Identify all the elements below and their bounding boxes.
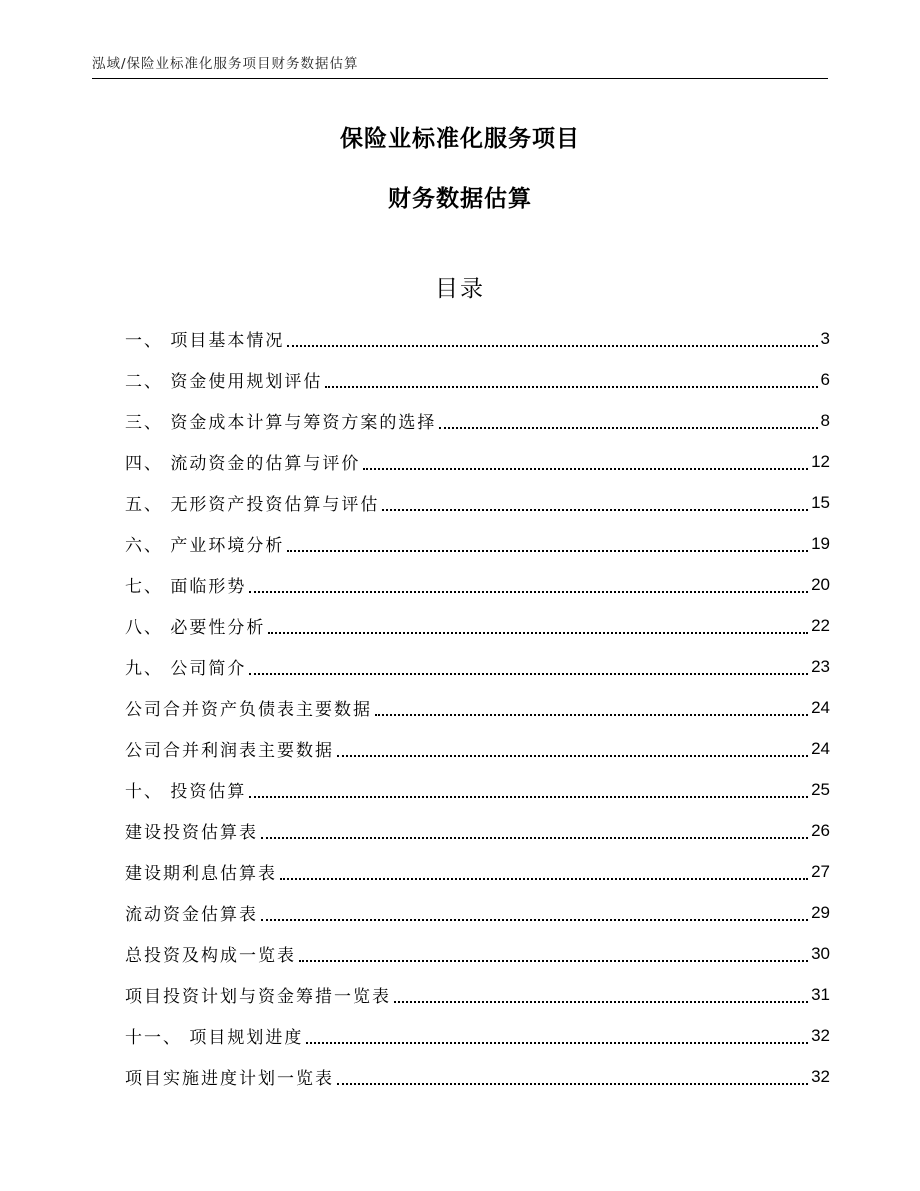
toc-entry-label: 项目实施进度计划一览表 <box>125 1069 334 1089</box>
toc-entry-page-number: 15 <box>811 492 830 512</box>
toc-entry-page-number: 6 <box>820 369 830 389</box>
toc-dot-leader <box>268 631 808 634</box>
toc-entry[interactable] <box>125 851 830 892</box>
toc-entry[interactable] <box>125 400 830 441</box>
toc-entry-page-number: 31 <box>811 984 830 1004</box>
toc-entry-page-number: 3 <box>820 328 830 348</box>
toc-entry-label: 五、 无形资产投资估算与评估 <box>125 495 380 515</box>
toc-entry[interactable] <box>125 318 830 359</box>
toc-entry[interactable] <box>125 523 830 564</box>
toc-entry[interactable] <box>125 564 830 605</box>
toc-entry-page-number: 12 <box>811 451 830 471</box>
toc-entry[interactable] <box>125 605 830 646</box>
document-subtitle: 财务数据估算 <box>388 186 532 212</box>
toc-dot-leader <box>439 426 817 429</box>
toc-entry[interactable] <box>125 769 830 810</box>
toc-dot-leader <box>394 1000 808 1003</box>
toc-entry[interactable] <box>125 974 830 1015</box>
toc-heading: 目录 <box>435 276 485 302</box>
toc-entry-label: 三、 资金成本计算与筹资方案的选择 <box>125 413 437 433</box>
toc-entry-page-number: 25 <box>811 779 830 799</box>
toc-dot-leader <box>337 1082 808 1085</box>
toc-entry-label: 六、 产业环境分析 <box>125 536 285 556</box>
toc-dot-leader <box>306 1041 808 1044</box>
toc-entry-label: 四、 流动资金的估算与评价 <box>125 454 361 474</box>
toc-entry-page-number: 30 <box>811 943 830 963</box>
toc-dot-leader <box>249 795 808 798</box>
toc-entry-page-number: 19 <box>811 533 830 553</box>
toc-entry[interactable] <box>125 1056 830 1097</box>
toc-entry-page-number: 23 <box>811 656 830 676</box>
toc-entry[interactable] <box>125 482 830 523</box>
toc-entry-label: 流动资金估算表 <box>125 905 258 925</box>
toc-entry-page-number: 32 <box>811 1066 830 1086</box>
toc-entry[interactable] <box>125 933 830 974</box>
toc-entry-page-number: 26 <box>811 820 830 840</box>
toc-entry-page-number: 22 <box>811 615 830 635</box>
toc-entry-page-number: 27 <box>811 861 830 881</box>
toc-entry[interactable] <box>125 646 830 687</box>
toc-entry-page-number: 29 <box>811 902 830 922</box>
toc-entry-label: 十一、 项目规划进度 <box>125 1028 304 1048</box>
page-header: 泓域/保险业标准化服务项目财务数据估算 <box>92 52 828 79</box>
toc-entry-label: 项目投资计划与资金筹措一览表 <box>125 987 391 1007</box>
table-of-contents <box>125 318 830 1097</box>
toc-dot-leader <box>287 344 817 347</box>
toc-entry[interactable] <box>125 892 830 933</box>
toc-entry-page-number: 32 <box>811 1025 830 1045</box>
toc-entry-page-number: 24 <box>811 697 830 717</box>
toc-dot-leader <box>325 385 817 388</box>
toc-entry-page-number: 20 <box>811 574 830 594</box>
toc-entry-page-number: 24 <box>811 738 830 758</box>
toc-entry[interactable] <box>125 810 830 851</box>
toc-entry-label: 九、 公司简介 <box>125 659 247 679</box>
toc-dot-leader <box>375 713 808 716</box>
toc-dot-leader <box>337 754 808 757</box>
document-title: 保险业标准化服务项目 <box>340 126 580 152</box>
toc-entry-label: 八、 必要性分析 <box>125 618 266 638</box>
toc-entry[interactable] <box>125 441 830 482</box>
toc-dot-leader <box>261 836 808 839</box>
toc-entry-page-number: 8 <box>820 410 830 430</box>
toc-entry-label: 公司合并资产负债表主要数据 <box>125 700 372 720</box>
toc-dot-leader <box>249 590 808 593</box>
toc-dot-leader <box>299 959 808 962</box>
toc-dot-leader <box>287 549 808 552</box>
toc-dot-leader <box>382 508 808 511</box>
toc-entry-label: 建设期利息估算表 <box>125 864 277 884</box>
toc-entry[interactable] <box>125 359 830 400</box>
toc-entry[interactable] <box>125 1015 830 1056</box>
toc-dot-leader <box>249 672 808 675</box>
toc-dot-leader <box>261 918 808 921</box>
toc-entry-label: 十、 投资估算 <box>125 782 247 802</box>
toc-entry[interactable] <box>125 687 830 728</box>
toc-entry-label: 总投资及构成一览表 <box>125 946 296 966</box>
toc-entry-label: 一、 项目基本情况 <box>125 331 285 351</box>
toc-entry-label: 二、 资金使用规划评估 <box>125 372 323 392</box>
toc-dot-leader <box>363 467 808 470</box>
toc-entry-label: 建设投资估算表 <box>125 823 258 843</box>
toc-entry-label: 七、 面临形势 <box>125 577 247 597</box>
toc-entry-label: 公司合并利润表主要数据 <box>125 741 334 761</box>
toc-entry[interactable] <box>125 728 830 769</box>
toc-dot-leader <box>280 877 808 880</box>
